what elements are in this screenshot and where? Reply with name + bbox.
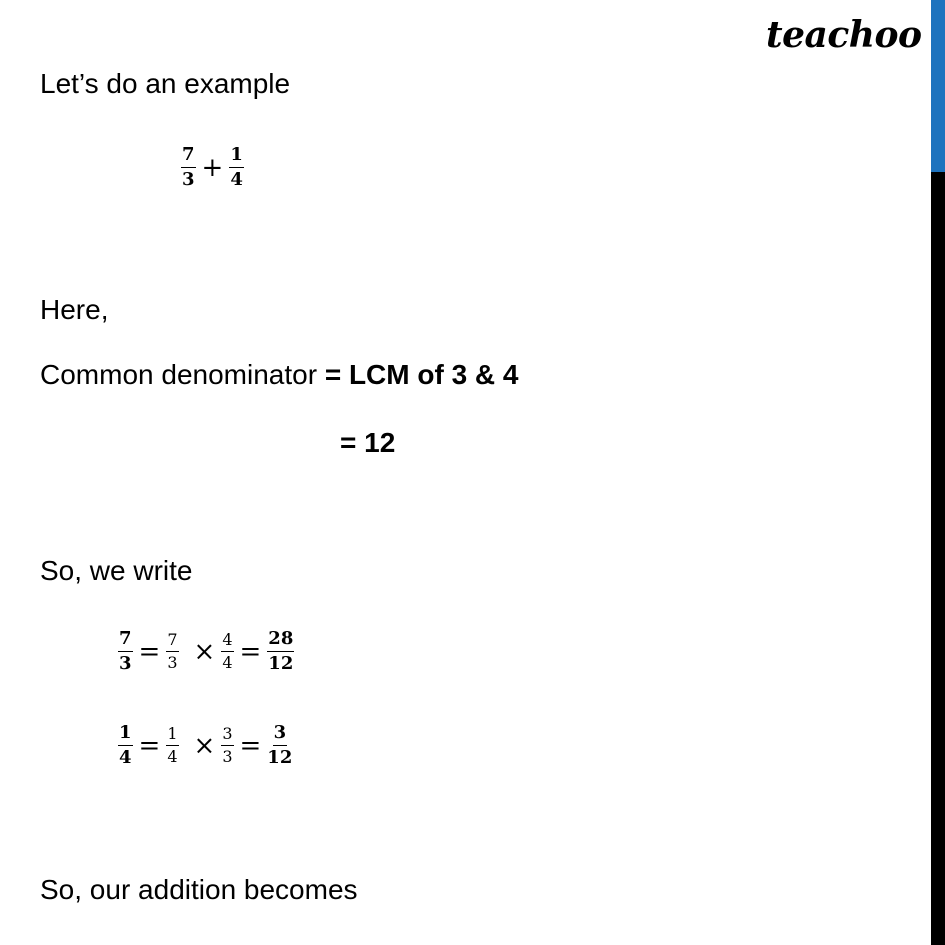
so-our-addition-text: So, our addition becomes (40, 874, 358, 905)
numerator: 3 (273, 724, 288, 746)
common-denominator-value: = LCM of 3 & 4 (324, 359, 519, 390)
here-text: Here, (40, 294, 109, 325)
equals-operator: = (138, 636, 161, 667)
common-denominator-result: = 12 (340, 427, 396, 458)
fraction (118, 630, 133, 673)
common-denominator-label: Common denominator (40, 359, 325, 390)
times-operator: × (193, 636, 216, 667)
numerator: 7 (166, 632, 178, 652)
fraction (229, 146, 244, 189)
numerator: 3 (221, 726, 233, 746)
plus-operator: + (201, 152, 224, 183)
denominator: 4 (119, 747, 132, 768)
teachoo-logo: teachoo (766, 14, 922, 56)
fraction (221, 726, 233, 765)
sidebar-accent (931, 0, 945, 172)
denominator: 4 (222, 653, 233, 672)
equals-operator: = (239, 730, 262, 761)
sidebar-bar (931, 0, 945, 945)
denominator: 3 (119, 653, 132, 674)
fraction (267, 630, 294, 673)
denominator: 3 (182, 169, 195, 190)
fraction (221, 632, 233, 671)
equals-operator: = (239, 636, 262, 667)
fraction (166, 632, 178, 671)
fraction (166, 726, 178, 765)
numerator: 28 (267, 630, 294, 652)
equation-row-1 (117, 630, 295, 673)
numerator: 1 (229, 146, 244, 168)
equation-row-2 (117, 724, 293, 767)
fraction (118, 724, 133, 767)
denominator: 12 (267, 747, 293, 768)
denominator: 3 (167, 653, 178, 672)
fraction (181, 146, 196, 189)
numerator: 4 (221, 632, 233, 652)
times-operator: × (193, 730, 216, 761)
numerator: 7 (181, 146, 196, 168)
numerator: 1 (118, 724, 133, 746)
denominator: 4 (167, 747, 178, 766)
so-we-write-text: So, we write (40, 555, 193, 586)
equals-operator: = (138, 730, 161, 761)
denominator: 12 (268, 653, 294, 674)
numerator: 1 (166, 726, 178, 746)
common-denominator-line (40, 358, 519, 392)
denominator: 4 (230, 169, 243, 190)
example-expression (180, 146, 245, 189)
denominator: 3 (222, 747, 233, 766)
intro-text: Let’s do an example (40, 68, 291, 99)
fraction (267, 724, 292, 767)
numerator: 7 (118, 630, 133, 652)
